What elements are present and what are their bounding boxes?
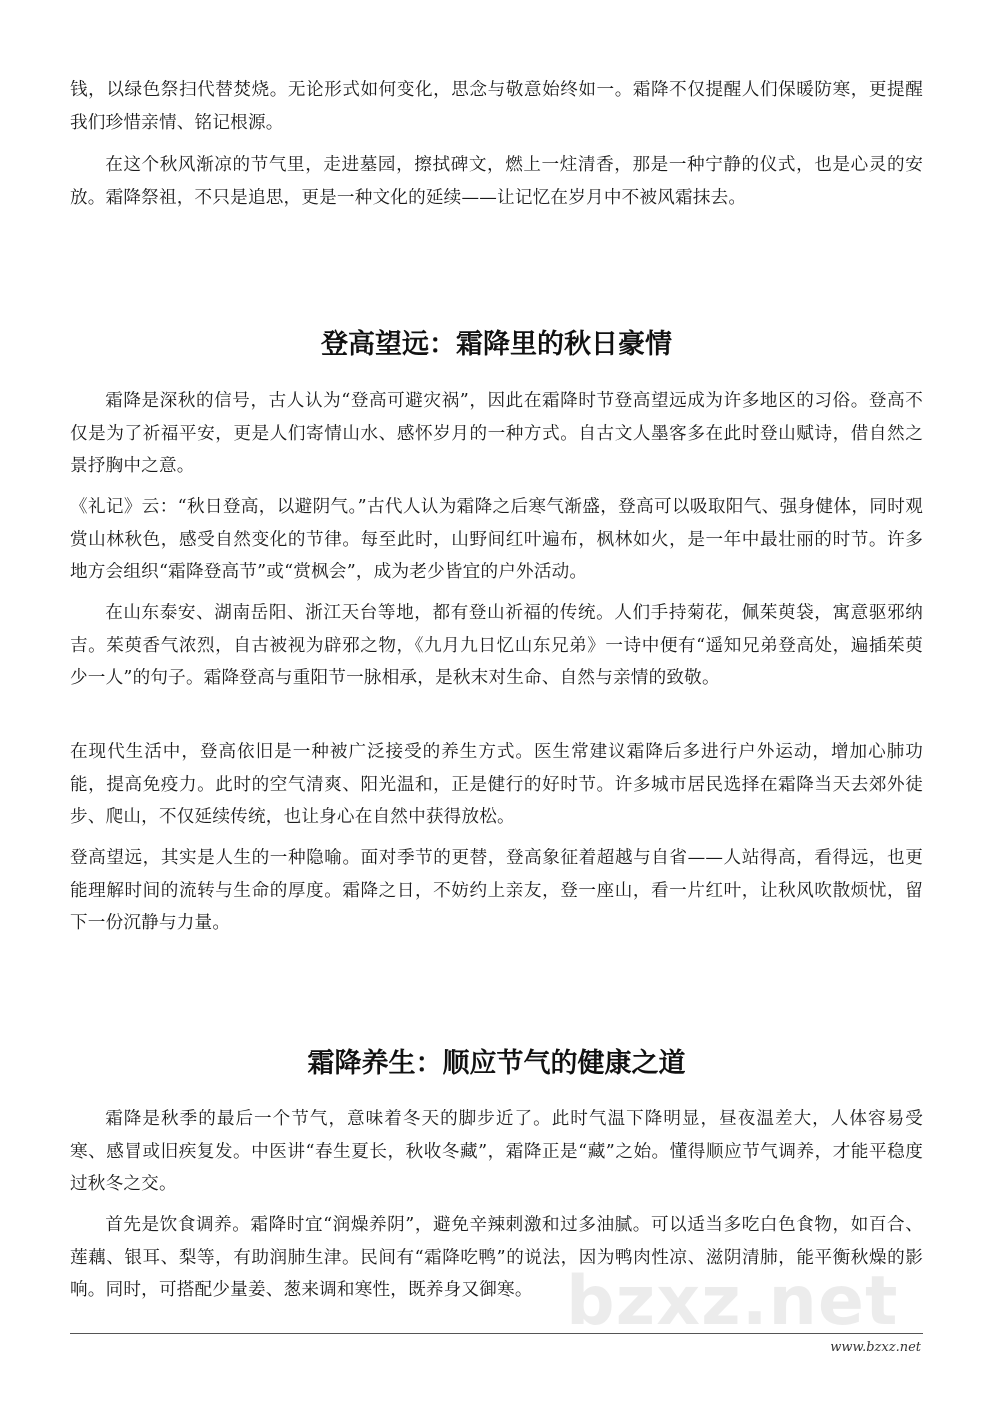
paragraph-climb-3: 在山东泰安、湖南岳阳、浙江天台等地，都有登山祈福的传统。人们手持菊花，佩茱萸袋，寓意驱邪纳吉。茱萸香气浓烈，自古被视为辟邪之物，《九月九日忆山东兄弟》一诗中便有“遥知兄弟登高处，遍插茱萸少一人”的句子。霜降登高与重阳节一脉相承，是秋末对生命、自然与亲情的致敬。 (70, 603, 923, 689)
paragraph-health-1: 霜降是秋季的最后一个节气，意味着冬天的脚步近了。此时气温下降明显，昼夜温差大，人体容易受寒、感冒或旧疾复发。中医讲“春生夏长，秋收冬藏”，霜降正是“藏”之始。懂得顺应节气调养，才能平稳度过秋冬之交。 (70, 1109, 923, 1195)
footer-divider (70, 1333, 923, 1334)
paragraph-climb-2: 《礼记》云：“秋日登高，以避阴气。”古代人认为霜降之后寒气渐盛，登高可以吸取阳气、强身健体，同时观赏山林秋色，感受自然变化的节律。每至此时，山野间红叶遍布，枫林如火，是一年中最壮丽的时节。许多地方会组织“霜降登高节”或“赏枫会”，成为老少皆宜的户外活动。 (70, 497, 923, 583)
footer-url: www.bzxz.net (830, 1340, 921, 1355)
paragraph-climb-5: 登高望远，其实是人生的一种隐喻。面对季节的更替，登高象征着超越与自省——人站得高，看得远，也更能理解时间的流转与生命的厚度。霜降之日，不妨约上亲友，登一座山，看一片红叶，让秋风吹散烦忧，留下一份沉静与力量。 (70, 848, 923, 934)
section-heading-health: 霜降养生：顺应节气的健康之道 (307, 1048, 686, 1079)
paragraph-health-2: 首先是饮食调养。霜降时宜“润燥养阴”，避免辛辣刺激和过多油腻。可以适当多吃白色食物，如百合、莲藕、银耳、梨等，有助润肺生津。民间有“霜降吃鸭”的说法，因为鸭肉性凉、滋阴清肺，能平衡秋燥的影响。同时，可搭配少量姜、葱来调和寒性，既养身又御寒。 (70, 1215, 923, 1301)
paragraph-top-2: 在这个秋风渐凉的节气里，走进墓园，擦拭碑文，燃上一炷清香，那是一种宁静的仪式，也是心灵的安放。霜降祭祖，不只是追思，更是一种文化的延续——让记忆在岁月中不被风霜抹去。 (70, 155, 923, 208)
watermark: bzxz.net (566, 1262, 899, 1341)
paragraph-climb-1: 霜降是深秋的信号，古人认为“登高可避灾祸”，因此在霜降时节登高望远成为许多地区的习俗。登高不仅是为了祈福平安，更是人们寄情山水、感怀岁月的一种方式。自古文人墨客多在此时登山赋诗，借自然之景抒胸中之意。 (70, 391, 923, 477)
paragraph-top-1: 钱，以绿色祭扫代替焚烧。无论形式如何变化，思念与敬意始终如一。霜降不仅提醒人们保暖防寒，更提醒我们珍惜亲情、铭记根源。 (70, 80, 923, 133)
section-heading-climb: 登高望远：霜降里的秋日豪情 (321, 329, 672, 360)
paragraph-climb-4: 在现代生活中，登高依旧是一种被广泛接受的养生方式。医生常建议霜降后多进行户外运动，增加心肺功能，提高免疫力。此时的空气清爽、阳光温和，正是健行的好时节。许多城市居民选择在霜降当天去郊外徒步、爬山，不仅延续传统，也让身心在自然中获得放松。 (70, 742, 923, 828)
